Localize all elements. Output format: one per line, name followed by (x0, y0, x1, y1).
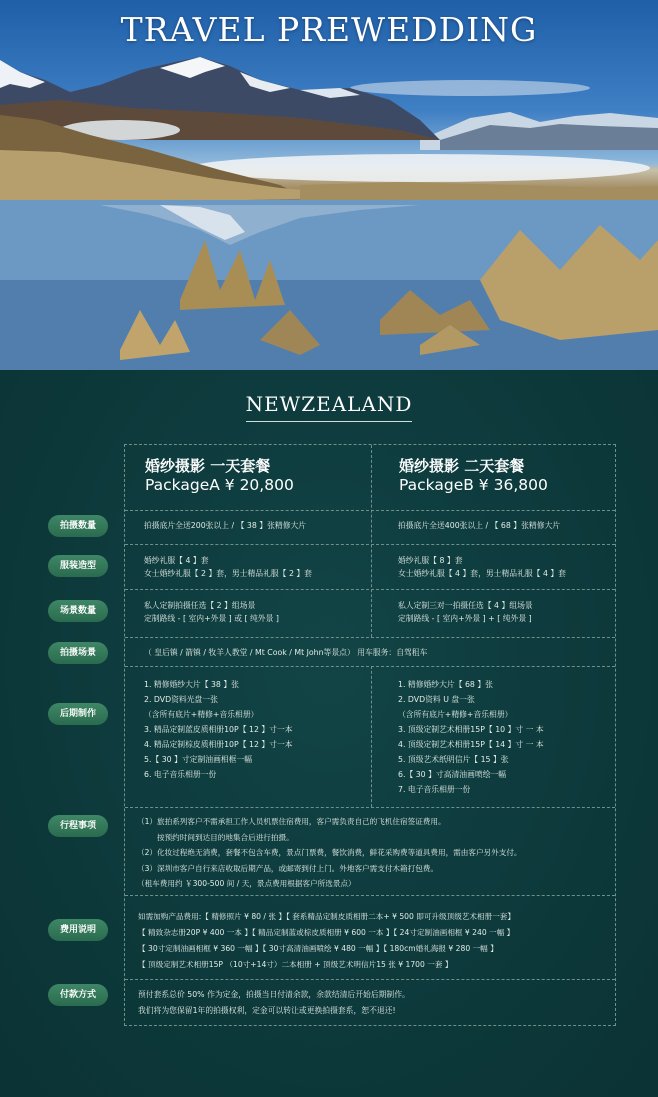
table-divider (125, 895, 615, 896)
cell-text: 3. 精品定制蓝皮质相册10P【 12 】寸一本 (144, 725, 293, 734)
label-photos: 拍摄数量 (48, 515, 108, 537)
note-line: 按预约时间到达目的地集合后进行拍摄。 (157, 832, 294, 842)
cell-text: 定制路线 - [ 室内+外景 ] + [ 纯外景 ] (398, 614, 532, 623)
label-post-production: 后期制作 (48, 703, 108, 725)
section-title: NEWZEALAND (245, 392, 413, 416)
cell-text: （含所有底片+精修+音乐相册） (398, 710, 513, 719)
hero-banner (0, 0, 658, 370)
table-divider (125, 510, 615, 511)
fees-text (138, 909, 515, 973)
cell-text: 3. 顶级定制艺术相册15P【 10 】寸 一 本 (398, 725, 544, 734)
cell-text: 6. 电子音乐相册一份 (144, 770, 217, 779)
photos-b (398, 519, 560, 532)
cell-text: 6.【 30 】寸高清油画喷绘一幅 (398, 770, 507, 779)
cell-text: 私人定制三对一拍摄任选【 4 】组场景 (398, 601, 533, 610)
cell-text: （含所有底片+精修+音乐相册） (144, 710, 259, 719)
label-payment: 付款方式 (48, 984, 108, 1006)
styling-b (398, 554, 566, 580)
label-scenes: 场景数量 (48, 600, 108, 622)
cell-text: 女士婚纱礼服【 4 】套，男士精品礼服【 4 】套 (398, 569, 566, 578)
lake-mountain-photo (0, 0, 658, 370)
fee-line: 【 30寸定制油画相框 ¥ 360 一幅 】【 30寸高清油画喷绘 ¥ 480 一幅 】【 180cm婚礼海报 ¥ 280 一幅 】 (138, 944, 498, 953)
note-line: （2）化妆过程绝无消费，套餐不包含车费，景点门票费，餐饮消费，鲜花采购费等道具费用，需由客户另外支付。 (137, 848, 522, 857)
cell-text: 拍摄底片全送400张以上 / 【 68 】张精修大片 (398, 521, 561, 530)
note-line: （3）深圳市客户自行来店收取后期产品，或邮寄到付上门。外地客户需支付木箱打包费。 (137, 863, 438, 873)
scenes-a (144, 599, 279, 625)
fee-line: 【 顶级定制艺术相册15P （10寸+14寸）二本相册 + 顶级艺术明信片15 张 ¥ 1700 一套 】 (138, 960, 453, 969)
cell-text: 定制路线 - [ 室内+外景 ] 或 [ 纯外景 ] (144, 614, 279, 623)
column-divider (371, 445, 372, 637)
label-fees: 费用说明 (48, 919, 108, 941)
scenes-b (398, 599, 533, 625)
table-divider (125, 589, 615, 590)
post-a (144, 677, 293, 782)
package-b-price: PackageB ¥ 36,800 (399, 476, 548, 494)
cell-text: 1. 精修婚纱大片【 68 】张 (398, 680, 493, 689)
cell-text: 1. 精修婚纱大片【 38 】张 (144, 680, 239, 689)
package-a-price: PackageA ¥ 20,800 (145, 476, 294, 494)
cell-text: 2. DVD资料光盘一张 (144, 695, 218, 704)
cell-text: 7. 电子音乐相册一份 (398, 785, 471, 794)
cell-text: 5.【 30 】寸定制油画相框一幅 (144, 755, 253, 764)
cell-text: 4. 顶级定制艺术相册15P【 14 】寸 一 本 (398, 740, 544, 749)
hero-title: TRAVEL PREWEDDING (120, 10, 538, 49)
photos-a (144, 519, 306, 532)
cell-text: 4. 精品定制棕皮质相册10P【 12 】寸一本 (144, 740, 293, 749)
locations-text: （ 皇后镇 / 箭镇 / 牧羊人教堂 / Mt Cook / Mt John等景点） 用车服务：自驾租车 (144, 648, 428, 657)
label-locations: 拍摄场景 (48, 642, 108, 664)
fee-line: 如需加购产品费用:【 精修照片 ¥ 80 / 张 】【 套系精品定制皮质相册二本+ ¥ 500 即可升级顶级艺术相册一套】 (138, 912, 515, 921)
cell-text: 2. DVD资料 U 盘一张 (398, 695, 475, 704)
column-divider (371, 666, 372, 807)
payment-line: 我们将为您保留1年的拍摄权利，定金可以转让或更换拍摄套系，恕不退还! (138, 1006, 396, 1015)
payment-line: 预付套系总价 50% 作为定金，拍摄当日付清余款，余款结清后开始后期制作。 (138, 990, 410, 999)
label-notes: 行程事项 (48, 815, 108, 837)
cell-text: 私人定制拍摄任选【 2 】组场景 (144, 601, 256, 610)
table-divider (125, 807, 615, 808)
cell-text: 5. 顶级艺术纸明信片【 15 】张 (398, 755, 509, 764)
table-divider (125, 637, 615, 638)
payment-text (138, 987, 410, 1019)
label-styling: 服装造型 (48, 555, 108, 577)
table-divider (125, 979, 615, 980)
table-divider (125, 544, 615, 545)
notes-text (137, 814, 522, 892)
table-divider (125, 666, 615, 667)
package-b-name: 婚纱摄影 二天套餐 (399, 457, 525, 475)
cell-text: 女士婚纱礼服【 2 】套，男士精品礼服【 2 】套 (144, 569, 312, 578)
cell-text: 婚纱礼服【 8 】套 (398, 556, 463, 565)
styling-a (144, 554, 312, 580)
post-b (398, 677, 544, 797)
fee-line: 【 精致杂志册20P ¥ 400 一本 】【 精品定制蓝或棕皮质相册 ¥ 600 一本 】【 24寸定制油画相框 ¥ 240 一幅 】 (138, 928, 515, 937)
section-title-underline (246, 421, 412, 422)
cell-text: 婚纱礼服【 4 】套 (144, 556, 209, 565)
note-line: （1）旅拍系列客户不需承担工作人员机票住宿费用，客户需负责自己的飞机住宿签证费用。 (137, 817, 446, 826)
package-a-name: 婚纱摄影 一天套餐 (145, 457, 271, 475)
note-line: （租车费用约 ￥300-500 间 / 天，景点费用根据客户所选景点） (137, 879, 356, 888)
cell-text: 拍摄底片全送200张以上 / 【 38 】张精修大片 (144, 521, 307, 530)
